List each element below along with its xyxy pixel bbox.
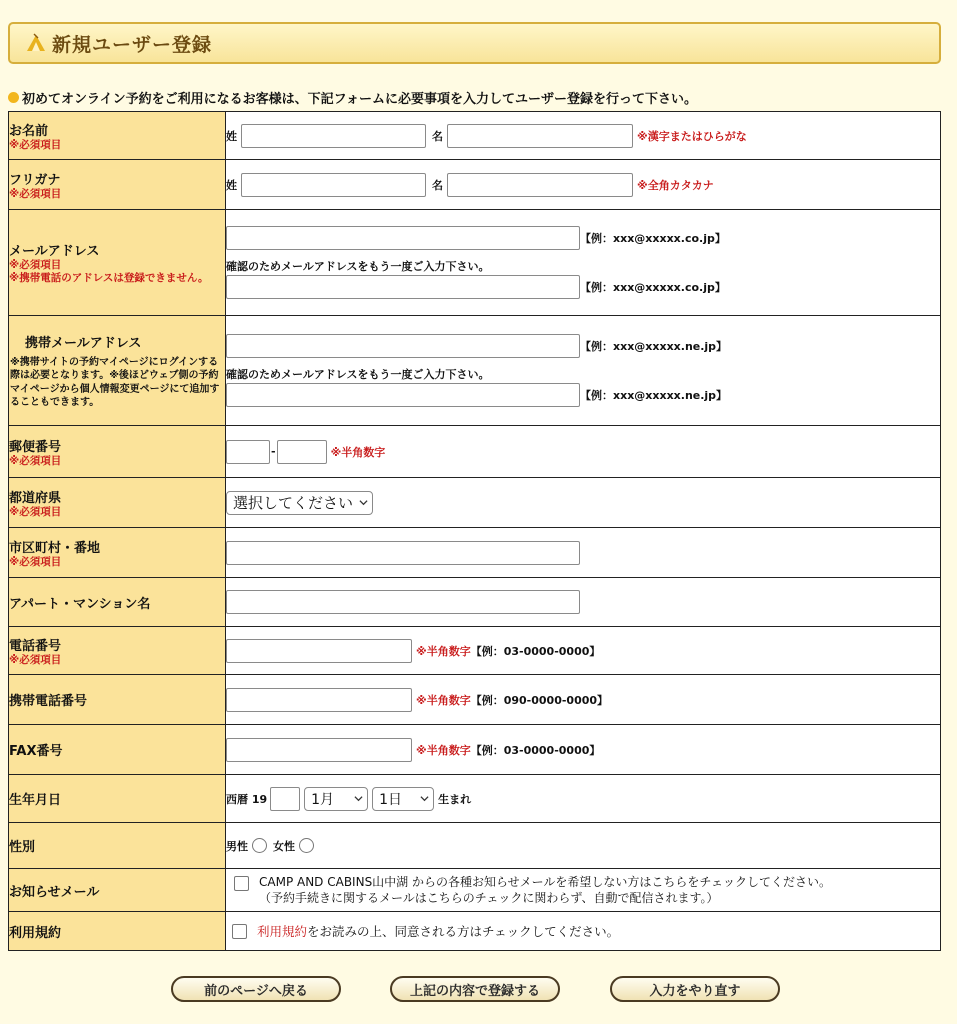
row-name xyxy=(9,112,941,160)
birth-month-selected: 1月 xyxy=(311,791,335,808)
sei-label: 姓 xyxy=(226,129,237,143)
page-header xyxy=(8,22,941,64)
label-text: フリガナ xyxy=(9,172,61,188)
postal-hint: ※半角数字 xyxy=(330,445,386,459)
newsletter-optout-checkbox[interactable] xyxy=(234,876,249,891)
label-text: 郵便番号 xyxy=(9,439,62,455)
value-mobile-email xyxy=(226,316,941,426)
label-text: アパート・マンション名 xyxy=(9,596,151,612)
email-confirm-input[interactable] xyxy=(226,275,580,299)
register-button-label: 上記の内容で登録する xyxy=(409,983,540,999)
phone-hint: ※半角数字 xyxy=(416,644,471,658)
label-text: 携帯電話番号 xyxy=(9,694,88,709)
row-prefecture xyxy=(9,478,941,528)
name-hint: ※漢字またはひらがな xyxy=(637,129,747,143)
gender-male-label: 男性 xyxy=(226,839,248,853)
postal-separator: - xyxy=(271,445,276,458)
sei-label: 姓 xyxy=(226,178,237,192)
intro-text xyxy=(8,88,697,107)
mei-label: 名 xyxy=(432,178,443,192)
value-prefecture xyxy=(226,478,941,528)
intro-message: 初めてオンライン予約をご利用になるお客様は、下記フォームに必要事項を入力してユーザー登録を行って下さい。 xyxy=(22,92,697,107)
mobile-example: 【例：090-0000-0000】 xyxy=(470,693,609,707)
postal-code-first-input[interactable] xyxy=(226,440,270,464)
label-terms xyxy=(9,912,226,951)
row-mobile-email xyxy=(9,316,941,426)
registration-form xyxy=(8,111,941,951)
prefecture-select[interactable] xyxy=(226,491,373,515)
row-apartment xyxy=(9,578,941,627)
page-title: 新規ユーザー登録 xyxy=(52,33,213,56)
value-phone xyxy=(226,627,941,675)
terms-agree-checkbox[interactable] xyxy=(232,924,247,939)
label-email xyxy=(9,210,226,316)
label-birthdate xyxy=(9,775,226,823)
row-fax xyxy=(9,725,941,775)
fax-example: 【例：03-0000-0000】 xyxy=(470,743,601,757)
required-mark: ※必須項目 xyxy=(9,259,62,271)
value-terms xyxy=(226,912,941,951)
row-city xyxy=(9,528,941,578)
row-terms xyxy=(9,912,941,951)
label-text: 電話番号 xyxy=(9,638,62,654)
apartment-input[interactable] xyxy=(226,590,580,614)
fax-hint: ※半角数字 xyxy=(416,743,471,757)
mobile-email-example: 【例：xxx@xxxxx.ne.jp】 xyxy=(580,389,728,402)
row-mobile xyxy=(9,675,941,725)
chevron-down-icon xyxy=(354,794,363,803)
label-name xyxy=(9,112,226,160)
mobile-email-example: 【例：xxx@xxxxx.ne.jp】 xyxy=(580,340,728,353)
email-example: 【例：xxx@xxxxx.co.jp】 xyxy=(580,281,726,294)
label-text: 利用規約 xyxy=(9,925,62,941)
email-note: ※携帯電話のアドレスは登録できません。 xyxy=(9,272,209,284)
value-fax xyxy=(226,725,941,775)
mobile-input[interactable] xyxy=(226,688,412,712)
mobile-email-confirm-input[interactable] xyxy=(226,383,580,407)
birth-day-selected: 1日 xyxy=(379,791,403,808)
birth-month-select[interactable] xyxy=(304,787,368,811)
gender-female-radio[interactable] xyxy=(299,838,314,853)
value-newsletter xyxy=(226,869,941,912)
value-city xyxy=(226,528,941,578)
reset-button[interactable] xyxy=(610,976,780,1002)
required-mark: ※必須項目 xyxy=(9,454,62,467)
label-text: 携帯メールアドレス xyxy=(25,335,142,351)
email-input[interactable] xyxy=(226,226,580,250)
required-mark: ※必須項目 xyxy=(9,653,62,666)
row-phone xyxy=(9,627,941,675)
bullet-icon xyxy=(8,92,19,103)
row-email xyxy=(9,210,941,316)
phone-example: 【例：03-0000-0000】 xyxy=(470,644,601,658)
value-birthdate xyxy=(226,775,941,823)
label-phone xyxy=(9,627,226,675)
value-apartment xyxy=(226,578,941,627)
label-postal xyxy=(9,426,226,478)
row-gender xyxy=(9,823,941,869)
last-name-kana-input[interactable] xyxy=(241,173,426,197)
label-text: 性別 xyxy=(9,840,36,855)
label-text: 生年月日 xyxy=(9,793,62,808)
email-confirm-text: 確認のためメールアドレスをもう一度ご入力下さい。 xyxy=(226,260,490,273)
row-newsletter xyxy=(9,869,941,912)
city-input[interactable] xyxy=(226,541,580,565)
label-mobile xyxy=(9,675,226,725)
terms-link[interactable]: 利用規約 xyxy=(257,924,308,939)
phone-input[interactable] xyxy=(226,639,412,663)
label-text: お知らせメール xyxy=(9,884,100,900)
first-name-input[interactable] xyxy=(447,124,633,148)
value-mobile xyxy=(226,675,941,725)
birth-year-prefix: 西暦 19 xyxy=(226,792,268,806)
value-name xyxy=(226,112,941,160)
label-text: 市区町村・番地 xyxy=(9,540,101,556)
required-mark: ※必須項目 xyxy=(9,555,62,568)
label-fax xyxy=(9,725,226,775)
newsletter-note: （予約手続きに関するメールはこちらのチェックに関わらず、自動で配信されます。） xyxy=(259,891,719,905)
tent-icon xyxy=(26,33,46,53)
row-postal xyxy=(9,426,941,478)
birth-suffix: 生まれ xyxy=(438,792,472,806)
mei-label: 名 xyxy=(432,129,443,143)
label-newsletter xyxy=(9,869,226,912)
label-text: お名前 xyxy=(9,123,49,139)
row-kana xyxy=(9,160,941,210)
label-kana xyxy=(9,160,226,210)
required-mark: ※必須項目 xyxy=(9,138,62,151)
value-email xyxy=(226,210,941,316)
label-text: 都道府県 xyxy=(9,490,62,506)
newsletter-text: CAMP AND CABINS山中湖 からの各種お知らせメールを希望しない方はこちらをチェックしてください。 xyxy=(259,875,832,889)
birth-day-select[interactable] xyxy=(372,787,434,811)
label-prefecture xyxy=(9,478,226,528)
value-gender xyxy=(226,823,941,869)
required-mark: ※必須項目 xyxy=(9,505,62,518)
last-name-input[interactable] xyxy=(241,124,426,148)
email-example: 【例：xxx@xxxxx.co.jp】 xyxy=(580,232,726,245)
gender-female-label: 女性 xyxy=(273,839,295,853)
register-button[interactable] xyxy=(390,976,560,1002)
chevron-down-icon xyxy=(420,794,429,803)
value-kana xyxy=(226,160,941,210)
label-apartment xyxy=(9,578,226,627)
prefecture-selected: 選択してください xyxy=(233,494,354,512)
postal-code-second-input[interactable] xyxy=(277,440,327,464)
value-postal xyxy=(226,426,941,478)
back-button[interactable] xyxy=(171,976,341,1002)
required-mark: ※必須項目 xyxy=(9,187,62,200)
label-mobile-email xyxy=(9,316,226,426)
label-text: FAX番号 xyxy=(9,744,63,759)
terms-text: をお読みの上、同意される方はチェックしてください。 xyxy=(307,924,620,939)
reset-button-label: 入力をやり直す xyxy=(649,983,741,999)
first-name-kana-input[interactable] xyxy=(447,173,633,197)
gender-male-radio[interactable] xyxy=(252,838,267,853)
label-city xyxy=(9,528,226,578)
mobile-email-confirm-text: 確認のためメールアドレスをもう一度ご入力下さい。 xyxy=(226,368,490,381)
fax-input[interactable] xyxy=(226,738,412,762)
mobile-hint: ※半角数字 xyxy=(416,693,471,707)
label-text: メールアドレス xyxy=(9,244,100,259)
mobile-email-input[interactable] xyxy=(226,334,580,358)
mobile-email-note: ※携帯サイトの予約マイページにログインする際は必要となります。※後ほどウェブ側の予約マイページから個人情報変更ページにて追加することもできます。 xyxy=(10,356,220,408)
chevron-down-icon xyxy=(359,498,368,507)
label-gender xyxy=(9,823,226,869)
kana-hint: ※全角カタカナ xyxy=(637,178,714,192)
row-birthdate xyxy=(9,775,941,823)
birth-year-input[interactable] xyxy=(270,787,300,811)
back-button-label: 前のページへ戻る xyxy=(204,983,308,999)
